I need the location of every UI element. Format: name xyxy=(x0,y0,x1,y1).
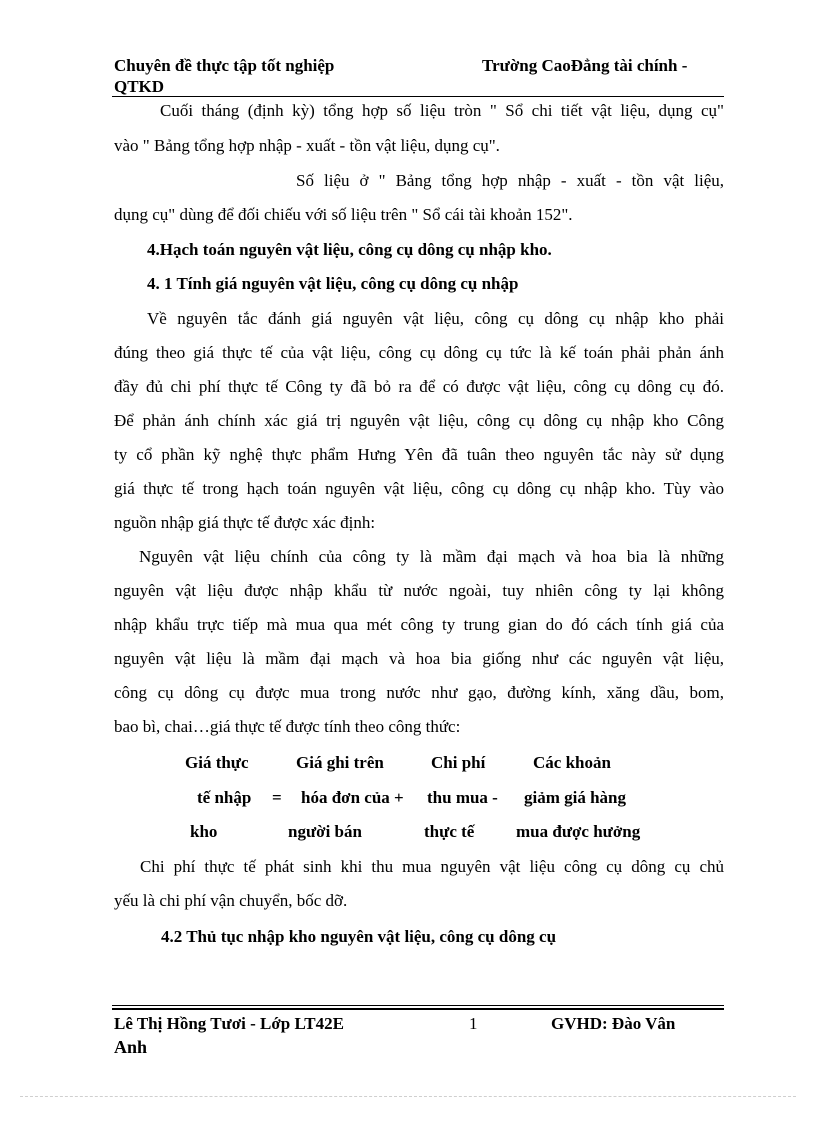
para3-line7: nguồn nhập giá thực tế được xác định: xyxy=(114,513,376,532)
para5-line2: yếu là chi phí vận chuyển, bốc dỡ. xyxy=(114,891,348,910)
para4-line6: bao bì, chai…giá thực tế được tính theo công thức: xyxy=(114,717,461,736)
formula-r1-c3: Chi phí xyxy=(431,753,486,772)
heading-4-1: 4. 1 Tính giá nguyên vật liệu, công cụ dông cụ nhập xyxy=(147,274,519,293)
formula-r1-c4: Các khoản xyxy=(533,753,611,772)
heading-4: 4.Hạch toán nguyên vật liệu, công cụ dông cụ nhập kho. xyxy=(147,240,552,259)
para1-line1: Cuối tháng (định kỳ) tổng hợp số liệu tròn " Sổ chi tiết vật liệu, dụng cụ" xyxy=(160,101,724,120)
page-bottom-edge xyxy=(20,1096,796,1097)
para2-line1: Số liệu ở " Bảng tổng hợp nhập - xuất - tồn vật liệu, xyxy=(296,171,724,190)
formula-r3-c1: kho xyxy=(190,822,218,841)
formula-r2-c3: thu mua - xyxy=(427,788,498,807)
para3-line2: đúng theo giá thực tế của vật liệu, công cụ dông cụ tức là kế toán phải phản ánh xyxy=(114,343,724,362)
para1-line2: vào " Bảng tổng hợp nhập - xuất - tồn vật liệu, dụng cụ". xyxy=(114,136,500,155)
para3-line1: Về nguyên tắc đánh giá nguyên vật liệu, công cụ dông cụ nhập kho phải xyxy=(147,309,724,328)
para4-line5: công cụ dông cụ được mua trong nước như gạo, đường kính, xăng dầu, bom, xyxy=(114,683,724,702)
formula-r3-c2: người bán xyxy=(288,822,362,841)
footer-author: Lê Thị Hồng Tươi - Lớp LT42E xyxy=(114,1014,344,1033)
para4-line2: nguyên vật liệu được nhập khẩu từ nước ngoài, tuy nhiên công ty lại không xyxy=(114,581,724,600)
para3-line4: Để phản ánh chính xác giá trị nguyên vật liệu, công cụ dông cụ nhập kho Công xyxy=(114,411,724,430)
formula-r3-c3: thực tế xyxy=(424,822,475,841)
formula-r2-c1: tế nhập xyxy=(197,788,252,807)
header-rule xyxy=(112,96,724,97)
formula-r2-c4: giảm giá hàng xyxy=(524,788,627,807)
para2-line2: dụng cụ" dùng để đối chiếu với số liệu trên " Sổ cái tài khoản 152". xyxy=(114,205,573,224)
para3-line5: ty cổ phần kỹ nghệ thực phẩm Hưng Yên đã tuân theo nguyên tắc này sử dụng xyxy=(114,445,724,464)
footer-rule-thick xyxy=(112,1008,724,1010)
footer-advisor: GVHD: Đào Vân xyxy=(551,1014,676,1033)
para4-line1: Nguyên vật liệu chính của công ty là mầm đại mạch và hoa bia là những xyxy=(139,547,724,566)
formula-r2-c2: hóa đơn của + xyxy=(301,788,404,807)
para5-line1: Chi phí thực tế phát sinh khi thu mua nguyên vật liệu công cụ dông cụ chủ xyxy=(140,857,724,876)
footer-rule-thin xyxy=(112,1005,724,1006)
header-right-title-cont: QTKD xyxy=(114,77,165,96)
para4-line3: nhập khẩu trực tiếp mà mua qua mét công ty trung gian do đó cách tính giá của xyxy=(114,615,724,634)
header-right-title: Trường CaoĐẳng tài chính - xyxy=(482,56,688,75)
para3-line6: giá thực tế trong hạch toán nguyên vật liệu, công cụ dông cụ nhập kho. Tùy vào xyxy=(114,479,724,498)
header-left-title: Chuyên đề thực tập tốt nghiệp xyxy=(114,56,335,75)
formula-r1-c1: Giá thực xyxy=(185,753,249,772)
footer-author-cont: Anh xyxy=(114,1037,148,1057)
formula-r1-c2: Giá ghi trên xyxy=(296,753,384,772)
formula-r3-c4: mua được hưởng xyxy=(516,822,641,841)
heading-4-2: 4.2 Thủ tục nhập kho nguyên vật liệu, công cụ dông cụ xyxy=(161,927,557,946)
para3-line3: đầy đủ chi phí thực tế Công ty đã bỏ ra để có được vật liệu, công cụ dông cụ đó. xyxy=(114,377,724,396)
formula-r2-equals: = xyxy=(272,788,282,807)
footer-page-number: 1 xyxy=(469,1014,478,1033)
para4-line4: nguyên vật liệu là mầm đại mạch và hoa bia giống như các nguyên vật liệu, xyxy=(114,649,724,668)
